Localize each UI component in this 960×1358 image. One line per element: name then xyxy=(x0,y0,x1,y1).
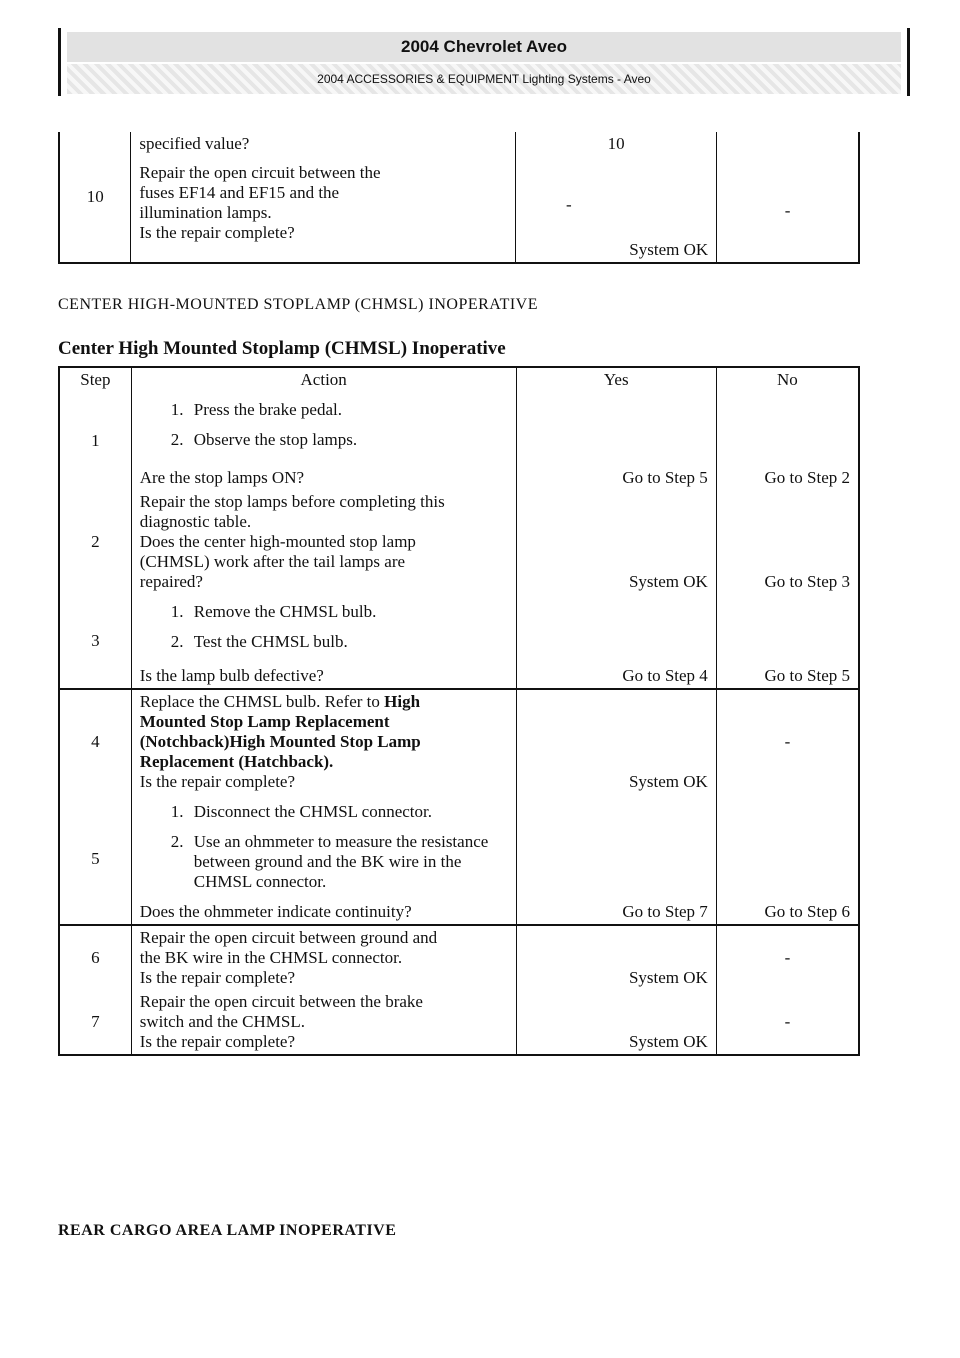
no-cell xyxy=(717,132,859,161)
step-number: 6 xyxy=(59,925,131,990)
action-text: repaired? xyxy=(139,572,203,591)
question-text: Is the repair complete? xyxy=(139,222,295,242)
next-section-heading: REAR CARGO AREA LAMP INOPERATIVE xyxy=(58,1222,397,1239)
no-cell: - xyxy=(717,161,859,263)
link-text[interactable]: Mounted Stop Lamp Replacement xyxy=(139,712,390,731)
yes-cell: Go to Step 5 xyxy=(516,392,716,490)
yes-text: System OK xyxy=(629,240,709,259)
list-item: 1. Remove the CHMSL bulb. xyxy=(188,602,508,622)
list-item: 2. Observe the stop lamps. xyxy=(188,430,508,450)
table-row xyxy=(59,689,859,794)
previous-table xyxy=(58,132,860,264)
list-item: 1. Press the brake pedal. xyxy=(188,400,508,420)
action-cell xyxy=(131,689,516,794)
action-cell xyxy=(131,925,516,990)
no-cell: - xyxy=(716,925,859,990)
step-number: 2 xyxy=(91,532,100,551)
no-cell: Go to Step 2 xyxy=(716,392,859,490)
table-row xyxy=(59,925,859,990)
document-title: 2004 Chevrolet Aveo xyxy=(67,32,901,62)
action-text: switch and the CHMSL. xyxy=(139,1012,306,1031)
list-item: 2. Use an ohmmeter to measure the resistance between ground and the BK wire in the CHMSL connector. xyxy=(188,832,508,892)
link-text[interactable]: High xyxy=(384,692,421,711)
action-cell xyxy=(131,990,516,1055)
action-text: Repair the open circuit between the brake xyxy=(139,992,423,1011)
action-text: the BK wire in the CHMSL connector. xyxy=(139,948,403,967)
list-item: 2. Test the CHMSL bulb. xyxy=(188,632,508,652)
no-cell: Go to Step 6 xyxy=(716,794,859,925)
step-number: 10 xyxy=(86,187,104,206)
no-cell: - xyxy=(716,689,859,794)
no-cell: Go to Step 5 xyxy=(716,594,859,689)
yes-cell: System OK xyxy=(516,689,716,794)
table-caption: Center High Mounted Stoplamp (CHMSL) Inoperative xyxy=(58,338,506,359)
question-text: Does the ohmmeter indicate continuity? xyxy=(139,902,412,921)
table-row xyxy=(59,161,859,263)
no-cell: Go to Step 3 xyxy=(716,490,859,594)
dash-mark: - xyxy=(566,194,572,214)
action-text: fuses EF14 and EF15 and the xyxy=(139,182,340,202)
table-row xyxy=(59,794,859,925)
link-text[interactable]: Replacement (Hatchback). xyxy=(139,752,334,771)
action-text: diagnostic table. xyxy=(139,512,252,531)
yes-cell: Go to Step 7 xyxy=(516,794,716,925)
yes-cell: Go to Step 4 xyxy=(516,594,716,689)
action-text: Repair the open circuit between the xyxy=(139,162,381,182)
table-row xyxy=(59,594,859,689)
step-number: 5 xyxy=(91,849,100,868)
action-text: Repair the stop lamps before completing this xyxy=(139,492,445,511)
link-text[interactable]: (Notchback)High Mounted Stop Lamp xyxy=(139,732,421,751)
table-header-row xyxy=(59,367,859,392)
header-action: Action xyxy=(131,367,516,392)
action-text: Does the center high-mounted stop lamp xyxy=(139,532,416,551)
section-heading: CENTER HIGH-MOUNTED STOPLAMP (CHMSL) INOPERATIVE xyxy=(58,296,538,313)
action-cell xyxy=(131,161,516,263)
action-text: illumination lamps. xyxy=(139,202,272,222)
header-no: No xyxy=(716,367,859,392)
step-number: 1 xyxy=(91,431,100,450)
step-number: 3 xyxy=(91,631,100,650)
step-number: 7 xyxy=(91,1012,100,1031)
action-text: specified value? xyxy=(139,134,250,153)
yes-cell: System OK xyxy=(516,925,716,990)
question-text: Are the stop lamps ON? xyxy=(139,468,305,487)
action-cell xyxy=(131,794,516,925)
question-text: Is the repair complete? xyxy=(139,1032,296,1051)
header-yes: Yes xyxy=(516,367,716,392)
question-text: Is the repair complete? xyxy=(139,968,296,987)
table-row xyxy=(59,132,859,161)
table-row xyxy=(59,490,859,594)
action-cell xyxy=(131,392,516,490)
action-cell xyxy=(131,132,516,161)
yes-cell: 10 xyxy=(516,132,717,161)
table-row xyxy=(59,990,859,1055)
list-item: 1. Disconnect the CHMSL connector. xyxy=(188,802,508,822)
header-step: Step xyxy=(80,370,111,389)
question-text: Is the lamp bulb defective? xyxy=(139,666,324,685)
action-cell xyxy=(131,594,516,689)
yes-cell: System OK xyxy=(516,490,716,594)
diagnostic-table xyxy=(58,366,860,1056)
action-text: (CHMSL) work after the tail lamps are xyxy=(139,552,406,571)
question-text: Is the repair complete? xyxy=(139,772,296,791)
action-text: Repair the open circuit between ground and xyxy=(139,928,438,947)
yes-cell xyxy=(516,161,717,263)
step-number: 4 xyxy=(59,689,131,794)
table-row xyxy=(59,392,859,490)
yes-cell: System OK xyxy=(516,990,716,1055)
action-cell xyxy=(131,490,516,594)
action-text: Replace the CHMSL bulb. Refer to xyxy=(139,692,380,711)
no-cell: - xyxy=(716,990,859,1055)
document-header xyxy=(58,28,910,96)
document-subtitle: 2004 ACCESSORIES & EQUIPMENT Lighting Systems - Aveo xyxy=(67,64,901,94)
